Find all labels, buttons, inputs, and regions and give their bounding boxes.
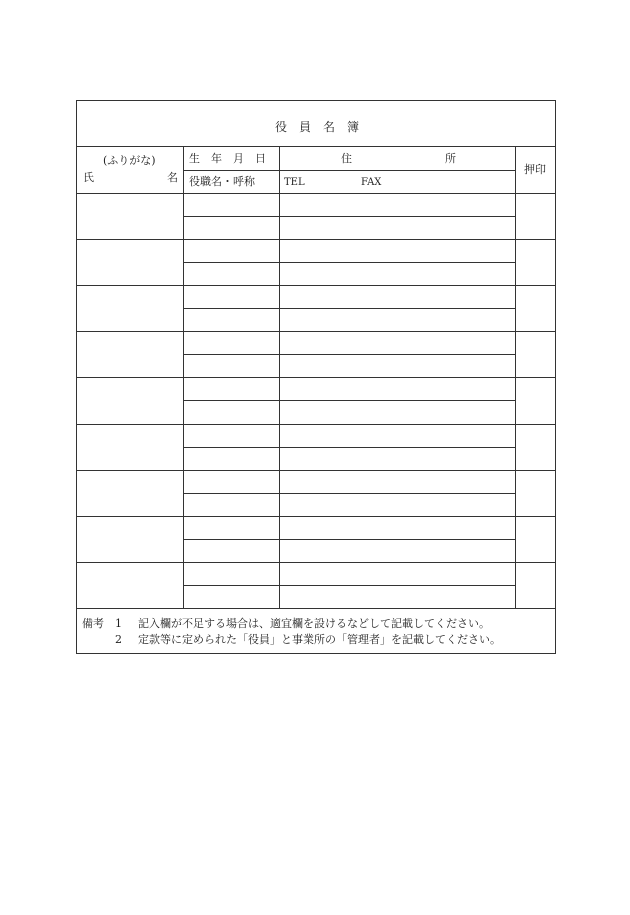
- name-cell[interactable]: [77, 424, 183, 470]
- position-cell[interactable]: [184, 585, 279, 608]
- birth-date-cell[interactable]: [184, 562, 279, 585]
- seal-cell[interactable]: [516, 470, 555, 516]
- seal-cell[interactable]: [516, 331, 555, 377]
- title-divider: [77, 146, 555, 147]
- furigana-label: (ふりがな): [103, 154, 156, 167]
- birth-date-cell[interactable]: [184, 193, 279, 216]
- contact-cell[interactable]: [280, 585, 515, 608]
- position-cell[interactable]: [184, 539, 279, 562]
- birth-date-cell[interactable]: [184, 516, 279, 539]
- seal-label: 押印: [524, 163, 546, 176]
- note-text-1: 記入欄が不足する場合は、適宜欄を設けるなどして記載してください。: [138, 617, 490, 630]
- name-cell[interactable]: [77, 193, 183, 239]
- note-number-1: 1: [115, 617, 122, 630]
- seal-cell[interactable]: [516, 424, 555, 470]
- birth-date-cell[interactable]: [184, 470, 279, 493]
- birth-date-cell[interactable]: [184, 285, 279, 308]
- address-cell[interactable]: [280, 193, 515, 216]
- officer-roster-form: [76, 100, 556, 654]
- position-label: 役職名・呼称: [189, 175, 255, 188]
- contact-cell[interactable]: [280, 493, 515, 516]
- birth-date-cell[interactable]: [184, 377, 279, 400]
- name-label-left: 氏: [83, 171, 94, 184]
- name-cell[interactable]: [77, 239, 183, 285]
- name-cell[interactable]: [77, 516, 183, 562]
- seal-cell[interactable]: [516, 239, 555, 285]
- fax-label: FAX: [361, 177, 382, 188]
- address-label-left: 住: [341, 152, 352, 165]
- seal-cell[interactable]: [516, 516, 555, 562]
- position-cell[interactable]: [184, 447, 279, 470]
- address-cell[interactable]: [280, 516, 515, 539]
- seal-cell[interactable]: [516, 193, 555, 239]
- position-cell[interactable]: [184, 216, 279, 239]
- position-cell[interactable]: [184, 308, 279, 331]
- seal-cell[interactable]: [516, 285, 555, 331]
- position-cell[interactable]: [184, 262, 279, 285]
- birth-date-label: 生 年 月 日: [189, 152, 266, 165]
- note-text-2: 定款等に定められた「役員」と事業所の「管理者」を記載してください。: [138, 633, 501, 646]
- contact-cell[interactable]: [280, 539, 515, 562]
- position-cell[interactable]: [184, 354, 279, 377]
- address-label-right: 所: [445, 152, 456, 165]
- address-cell[interactable]: [280, 562, 515, 585]
- notes-label: 備考: [82, 617, 104, 630]
- note-number-2: 2: [115, 633, 122, 646]
- name-cell[interactable]: [77, 377, 183, 423]
- tel-label: TEL: [284, 177, 305, 188]
- form-title: 役 員 名 簿: [274, 120, 359, 134]
- address-cell[interactable]: [280, 285, 515, 308]
- address-cell[interactable]: [280, 377, 515, 400]
- notes-divider: [77, 608, 555, 609]
- contact-cell[interactable]: [280, 216, 515, 239]
- address-cell[interactable]: [280, 424, 515, 447]
- name-cell[interactable]: [77, 562, 183, 608]
- name-cell[interactable]: [77, 331, 183, 377]
- name-label-right: 名: [167, 171, 178, 184]
- position-cell[interactable]: [184, 493, 279, 516]
- birth-date-cell[interactable]: [184, 331, 279, 354]
- birth-date-cell[interactable]: [184, 239, 279, 262]
- contact-cell[interactable]: [280, 400, 515, 423]
- contact-cell[interactable]: [280, 262, 515, 285]
- contact-cell[interactable]: [280, 354, 515, 377]
- name-cell[interactable]: [77, 285, 183, 331]
- birth-date-cell[interactable]: [184, 424, 279, 447]
- contact-cell[interactable]: [280, 308, 515, 331]
- address-cell[interactable]: [280, 239, 515, 262]
- position-cell[interactable]: [184, 400, 279, 423]
- seal-cell[interactable]: [516, 377, 555, 423]
- address-cell[interactable]: [280, 470, 515, 493]
- seal-cell[interactable]: [516, 562, 555, 608]
- address-cell[interactable]: [280, 331, 515, 354]
- name-cell[interactable]: [77, 470, 183, 516]
- header-mid-divider: [183, 170, 515, 171]
- contact-cell[interactable]: [280, 447, 515, 470]
